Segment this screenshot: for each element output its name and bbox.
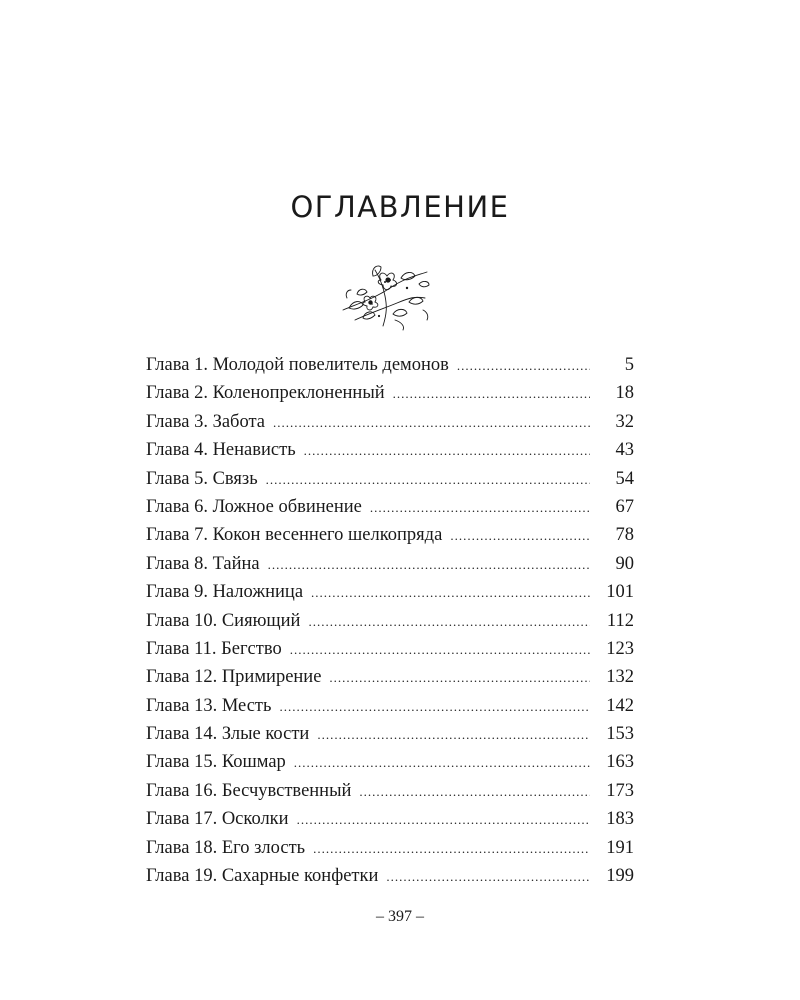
toc-leader-dots xyxy=(273,409,590,437)
toc-entry-page: 90 xyxy=(615,553,634,574)
toc-entry-page: 112 xyxy=(606,610,634,631)
toc-entry-page: 43 xyxy=(615,440,634,461)
toc-entry xyxy=(146,436,634,464)
toc-entry-page: 183 xyxy=(606,809,634,830)
toc-entry-label: Глава 12. Примирение xyxy=(146,667,322,688)
toc-leader-dots xyxy=(317,721,590,749)
toc-entry-label: Глава 17. Осколки xyxy=(146,809,289,830)
toc-entry xyxy=(146,521,634,549)
toc-leader-dots xyxy=(329,664,590,692)
toc-leader-dots xyxy=(359,778,590,806)
toc-leader-dots xyxy=(457,352,590,380)
toc-entry xyxy=(146,862,634,890)
toc-leader-dots xyxy=(393,380,590,408)
toc-entry-label: Глава 1. Молодой повелитель демонов xyxy=(146,355,449,375)
toc-entry-label: Глава 2. Коленопреклоненный xyxy=(146,383,385,404)
toc-entry-label: Глава 11. Бегство xyxy=(146,638,282,659)
toc-entry-page: 101 xyxy=(606,582,634,603)
toc-entry xyxy=(146,663,634,691)
toc-entry-label: Глава 13. Месть xyxy=(146,695,272,716)
toc-leader-dots xyxy=(370,494,590,522)
toc-entry xyxy=(146,550,634,578)
toc-entry-label: Глава 8. Тайна xyxy=(146,553,260,574)
toc-entry-label: Глава 6. Ложное обвинение xyxy=(146,496,362,517)
toc-entry-page: 191 xyxy=(606,837,634,858)
toc-entry xyxy=(146,834,634,862)
toc-leader-dots xyxy=(308,608,590,636)
toc-entry-page: 132 xyxy=(606,667,634,688)
toc-leader-dots xyxy=(311,579,590,607)
toc-entry-page: 163 xyxy=(606,752,634,773)
toc-leader-dots xyxy=(450,522,590,550)
toc-entry xyxy=(146,578,634,606)
toc-entry xyxy=(146,408,634,436)
toc-entry-page: 67 xyxy=(615,496,634,517)
toc-entry-page: 32 xyxy=(615,411,634,432)
toc-entry-page: 123 xyxy=(606,638,634,659)
toc-entry xyxy=(146,465,634,493)
toc-entry-label: Глава 15. Кошмар xyxy=(146,752,286,773)
table-of-contents xyxy=(146,351,634,890)
toc-entry-label: Глава 9. Наложница xyxy=(146,582,304,603)
toc-entry-label: Глава 4. Ненависть xyxy=(146,440,296,461)
toc-entry xyxy=(146,493,634,521)
toc-entry xyxy=(146,692,634,720)
toc-entry-page: 5 xyxy=(624,355,634,375)
toc-entry-page: 78 xyxy=(615,525,634,546)
toc-entry-page: 54 xyxy=(615,468,634,489)
toc-leader-dots xyxy=(386,863,590,891)
toc-entry xyxy=(146,351,634,379)
toc-entry-label: Глава 18. Его злость xyxy=(146,837,306,858)
toc-entry-label: Глава 7. Кокон весеннего шелкопряда xyxy=(146,525,443,546)
toc-entry-label: Глава 3. Забота xyxy=(146,411,265,432)
toc-entry xyxy=(146,720,634,748)
toc-entry-label: Глава 5. Связь xyxy=(146,468,258,489)
toc-leader-dots xyxy=(294,749,590,777)
toc-entry xyxy=(146,379,634,407)
toc-leader-dots xyxy=(297,806,590,834)
toc-entry-page: 153 xyxy=(606,724,634,745)
toc-entry xyxy=(146,805,634,833)
toc-entry-label: Глава 10. Сияющий xyxy=(146,610,301,631)
toc-entry-page: 173 xyxy=(606,780,634,801)
toc-entry-page: 18 xyxy=(615,383,634,404)
toc-leader-dots xyxy=(266,466,590,494)
toc-leader-dots xyxy=(304,437,590,465)
toc-entry-page: 142 xyxy=(606,695,634,716)
toc-entry xyxy=(146,635,634,663)
toc-leader-dots xyxy=(313,835,590,863)
page-title: ОГЛАВЛЕНИЕ xyxy=(290,190,510,224)
toc-entry-page: 199 xyxy=(606,866,634,887)
toc-entry xyxy=(146,777,634,805)
toc-entry-label: Глава 14. Злые кости xyxy=(146,724,310,745)
toc-entry-label: Глава 16. Бесчувственный xyxy=(146,780,352,801)
page-number: – 397 – xyxy=(376,908,424,925)
toc-entry-label: Глава 19. Сахарные конфетки xyxy=(146,866,379,887)
toc-leader-dots xyxy=(279,693,590,721)
toc-entry xyxy=(146,607,634,635)
toc-entry xyxy=(146,748,634,776)
floral-ornament-icon xyxy=(335,258,435,333)
toc-leader-dots xyxy=(268,551,590,579)
toc-leader-dots xyxy=(290,636,590,664)
